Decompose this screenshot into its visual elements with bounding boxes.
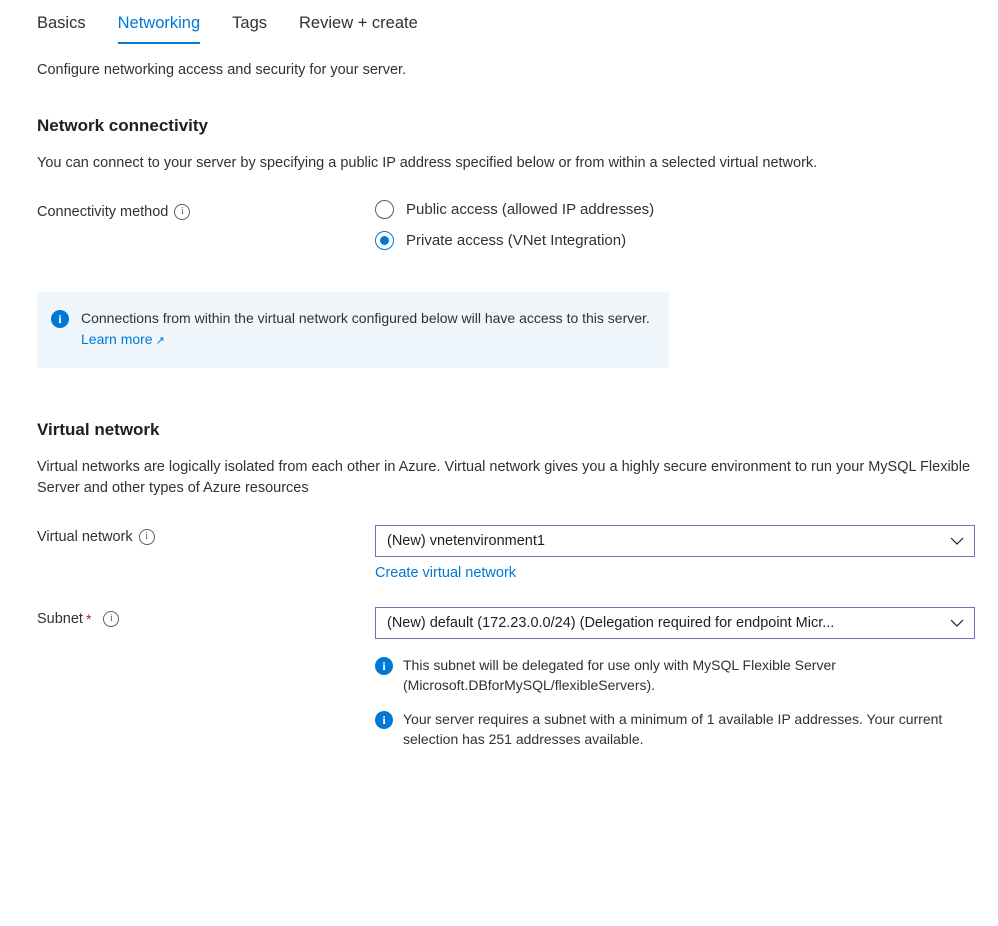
connectivity-method-radio-group bbox=[375, 200, 654, 250]
info-icon: i bbox=[375, 711, 393, 729]
info-banner-message: Connections from within the virtual network configured below will have access to this server. bbox=[81, 310, 650, 326]
network-connectivity-description: You can connect to your server by specifying a public IP address specified below or from within a selected virtual network. bbox=[37, 155, 818, 171]
radio-public-access-indicator[interactable] bbox=[375, 200, 394, 219]
info-icon[interactable] bbox=[139, 529, 155, 545]
virtual-network-description: Virtual networks are logically isolated from each other in Azure. Virtual network gives you a highly secure environment to run your MySQL Flexible Server and other types of Azure resources bbox=[37, 459, 971, 496]
tab-networking[interactable] bbox=[102, 12, 217, 44]
virtual-network-field bbox=[375, 525, 975, 581]
tab-networking-label: Networking bbox=[117, 14, 201, 32]
info-icon: i bbox=[51, 310, 69, 328]
connectivity-method-row bbox=[37, 200, 998, 250]
radio-public-access-label: Public access (allowed IP addresses) bbox=[406, 201, 655, 218]
radio-private-access-label: Private access (VNet Integration) bbox=[406, 232, 627, 249]
tab-review-create-label: Review + create bbox=[299, 14, 418, 32]
page-intro-text: Configure networking access and security for your server. bbox=[37, 62, 407, 78]
tab-tags[interactable] bbox=[216, 12, 283, 44]
subnet-note-text: Your server requires a subnet with a minimum of 1 available IP addresses. Your current selection has 251 addresses available. bbox=[403, 711, 943, 747]
virtual-network-label: Virtual network bbox=[37, 529, 133, 545]
subnet-label-group bbox=[37, 607, 375, 627]
radio-public-access[interactable] bbox=[375, 200, 654, 219]
virtual-network-select[interactable] bbox=[375, 525, 975, 557]
required-asterisk: * bbox=[85, 611, 92, 627]
virtual-network-label-group bbox=[37, 525, 375, 545]
network-connectivity-heading: Network connectivity bbox=[37, 116, 208, 135]
info-icon: i bbox=[375, 657, 393, 675]
learn-more-link[interactable]: Learn more bbox=[81, 331, 153, 347]
virtual-network-heading: Virtual network bbox=[37, 420, 160, 439]
create-virtual-network-row bbox=[375, 565, 975, 581]
tab-basics-label: Basics bbox=[37, 14, 86, 32]
radio-private-access-indicator[interactable] bbox=[375, 231, 394, 250]
wizard-tabs bbox=[0, 0, 998, 44]
info-icon[interactable] bbox=[103, 611, 119, 627]
chevron-down-icon bbox=[950, 534, 964, 548]
subnet-notes bbox=[375, 655, 975, 749]
external-link-icon: ↗ bbox=[155, 335, 165, 347]
tab-tags-label: Tags bbox=[232, 14, 268, 32]
subnet-note bbox=[375, 655, 975, 695]
virtual-network-row bbox=[37, 525, 998, 581]
subnet-note bbox=[375, 709, 975, 749]
tab-basics[interactable] bbox=[37, 12, 102, 44]
tab-review-create[interactable] bbox=[283, 12, 434, 44]
subnet-selected-value: (New) default (172.23.0.0/24) (Delegation required for endpoint Micr... bbox=[387, 615, 835, 631]
info-banner-text bbox=[81, 308, 655, 352]
virtual-network-selected-value: (New) vnetenvironment1 bbox=[387, 533, 545, 549]
subnet-label: Subnet bbox=[37, 611, 83, 627]
connectivity-method-label-group bbox=[37, 200, 375, 220]
subnet-select[interactable] bbox=[375, 607, 975, 639]
create-virtual-network-link[interactable]: Create virtual network bbox=[375, 565, 517, 581]
radio-private-access[interactable] bbox=[375, 231, 654, 250]
connectivity-method-label: Connectivity method bbox=[37, 204, 169, 220]
subnet-field bbox=[375, 607, 975, 749]
subnet-note-text: This subnet will be delegated for use only with MySQL Flexible Server (Microsoft.DBforMySQL/flexibleServers). bbox=[403, 657, 836, 693]
chevron-down-icon bbox=[950, 616, 964, 630]
info-banner bbox=[37, 292, 669, 368]
subnet-row bbox=[37, 607, 998, 749]
info-icon[interactable] bbox=[174, 204, 190, 220]
